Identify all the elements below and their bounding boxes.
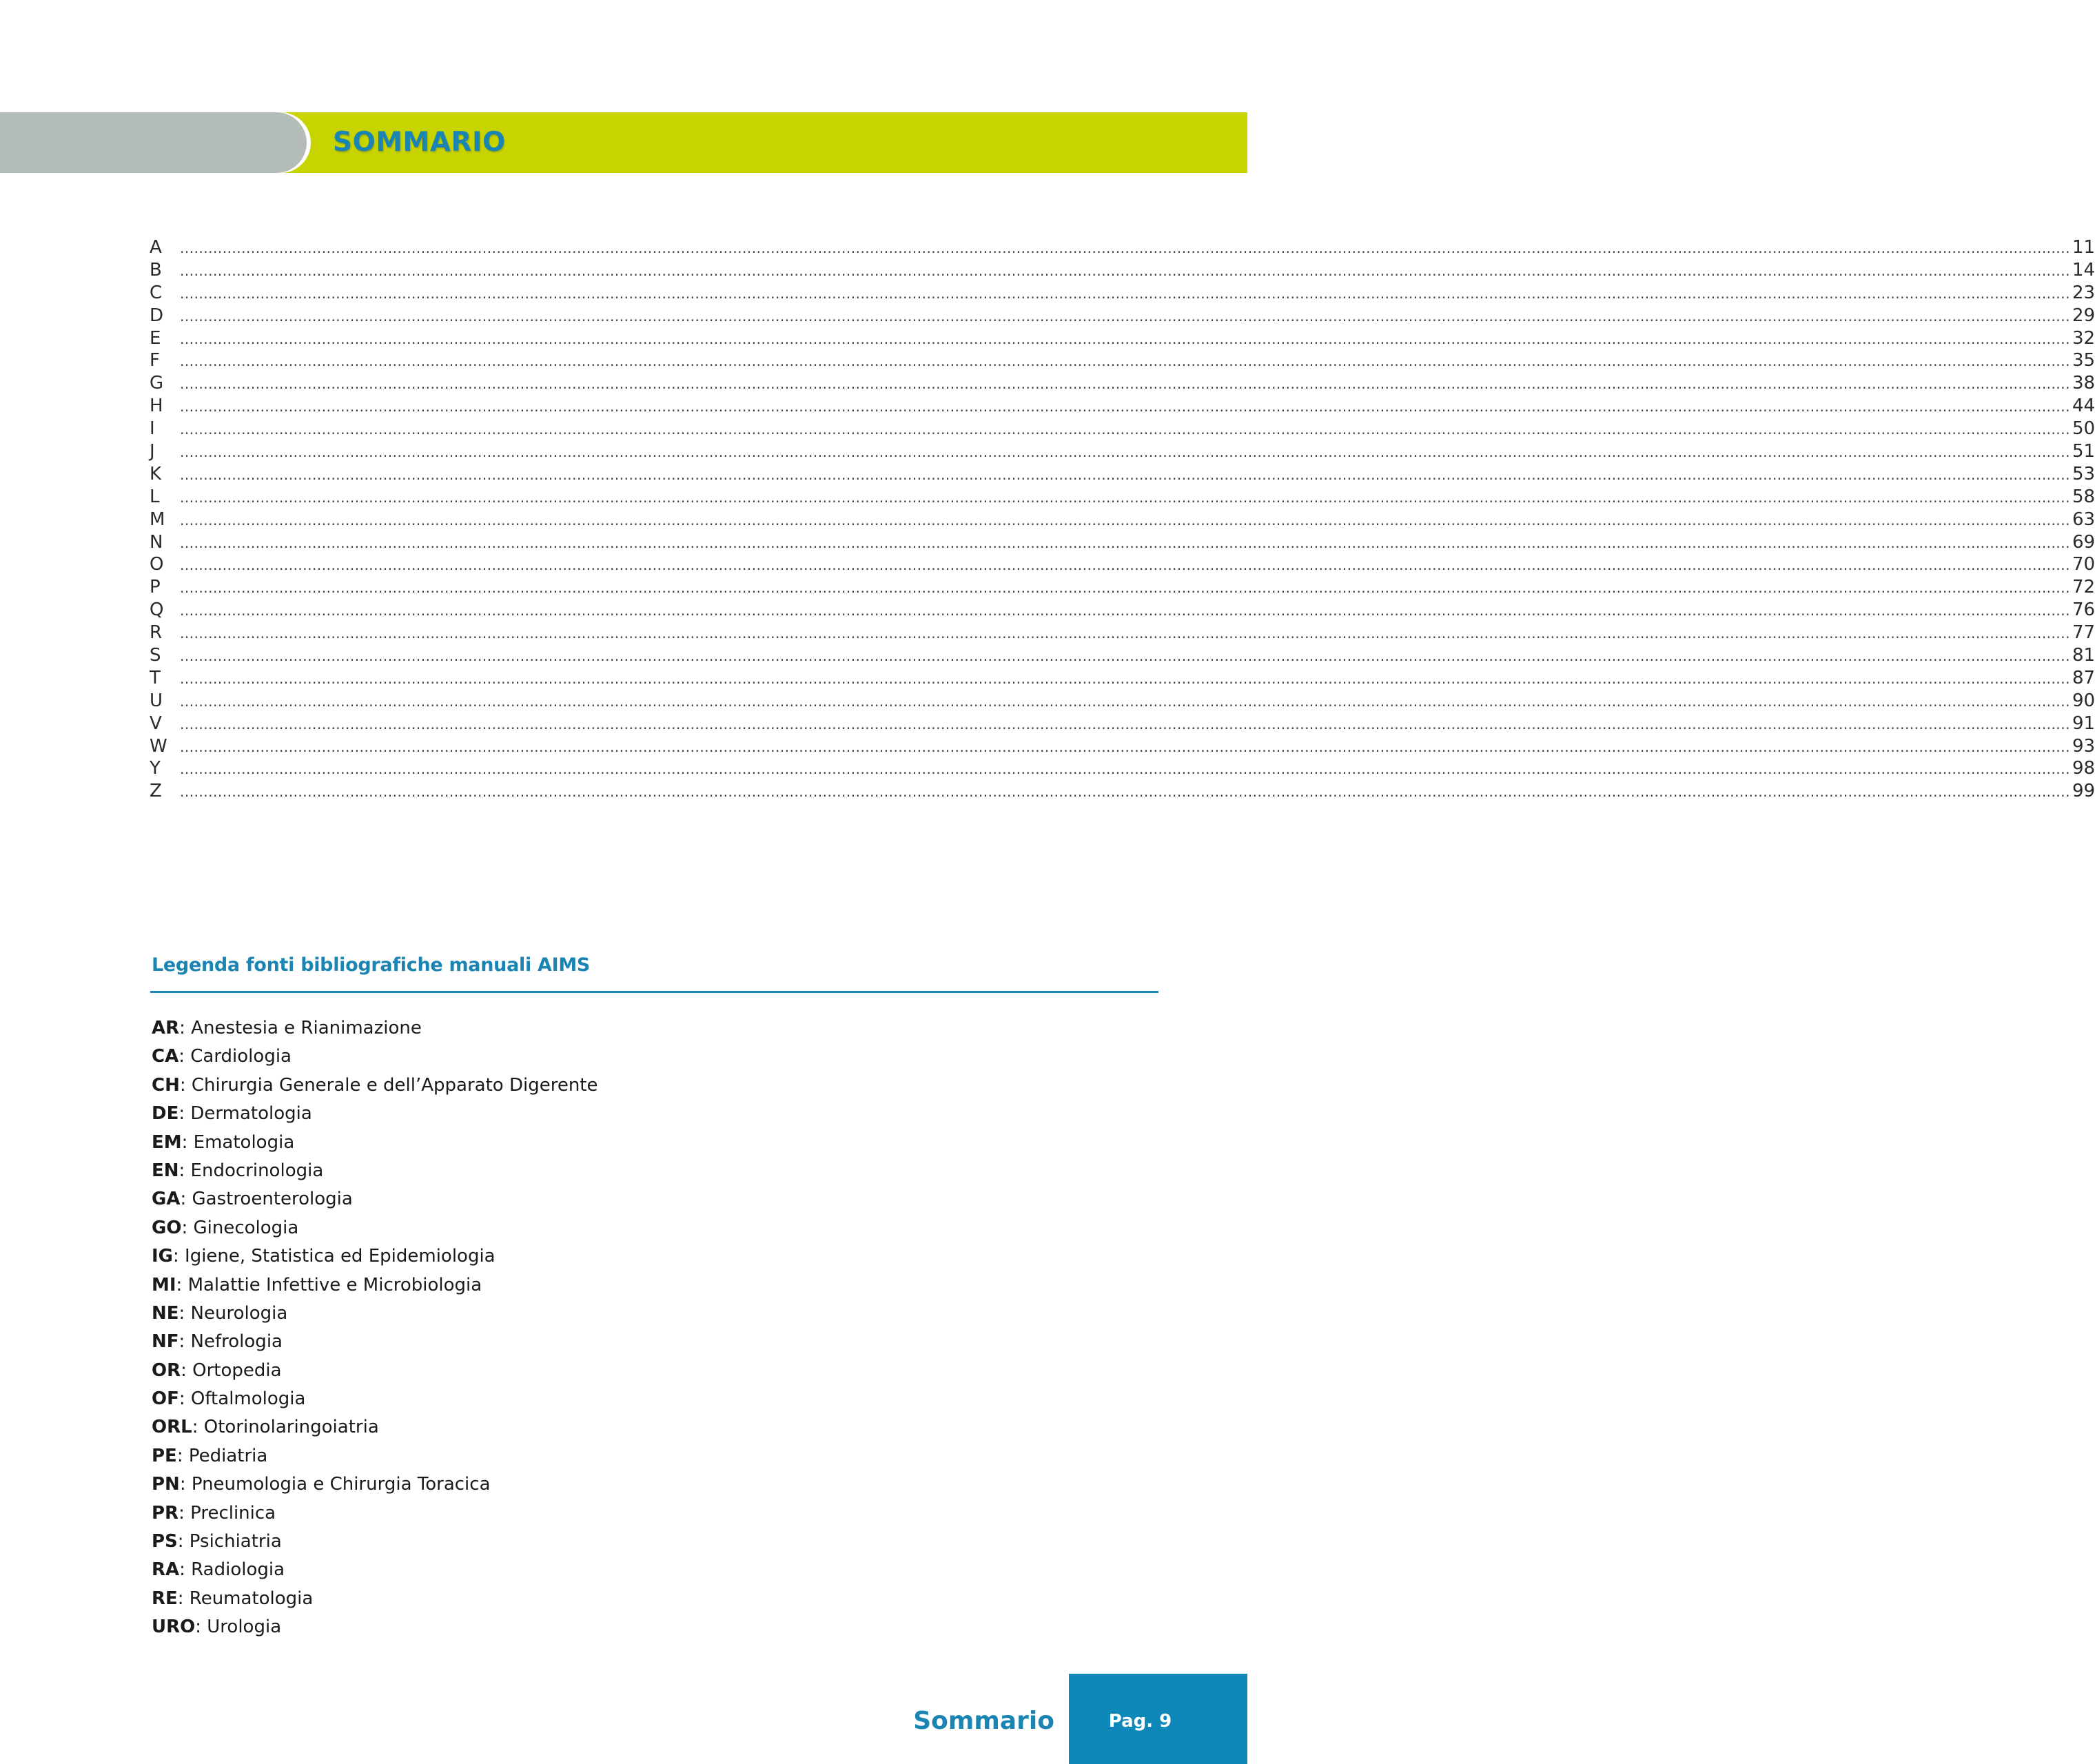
toc-entry[interactable] [150,418,2095,440]
legend-label: : Gastroenterologia [180,1189,353,1210]
toc-dot-leader: ................................................................................................................................................................................................................................................................................................................................................................................................................ [180,330,2070,347]
toc-page-number: 93 [2072,735,2095,757]
legend-item [152,1043,1116,1071]
legend-item [152,1385,1116,1413]
toc-dot-leader: ................................................................................................................................................................................................................................................................................................................................................................................................................ [180,262,2070,279]
legend-item [152,1585,1116,1613]
toc-entry[interactable] [150,599,2095,622]
legend-label: : Preclinica [178,1502,276,1524]
toc-entry[interactable] [150,690,2095,712]
toc-letter: R [150,622,163,644]
toc-dot-leader: ................................................................................................................................................................................................................................................................................................................................................................................................................ [180,783,2070,801]
toc-letter: Z [150,781,162,802]
legend-code: PR [152,1502,179,1524]
legend-code: OF [152,1388,179,1410]
toc-page-number: 77 [2072,622,2095,644]
toc-dot-leader: ................................................................................................................................................................................................................................................................................................................................................................................................................ [180,648,2070,665]
toc-dot-leader: ................................................................................................................................................................................................................................................................................................................................................................................................................ [180,444,2070,461]
legend-label: : Radiologia [179,1559,285,1581]
legend-code: CA [152,1046,179,1067]
legend-label: : Chirurgia Generale e dell’Apparato Digerente [179,1074,598,1096]
legend-divider [150,991,1158,993]
toc-page-number: 91 [2072,712,2095,734]
toc-page-number: 81 [2072,645,2095,666]
toc-page-number: 23 [2072,282,2095,303]
legend-label: : Ortopedia [181,1360,282,1381]
toc-page-number: 11 [2072,237,2095,258]
toc-entry[interactable] [150,531,2095,554]
toc-page-number: 50 [2072,418,2095,440]
legend-item [152,1014,1116,1043]
legend-code: AR [152,1018,180,1038]
legend-code: RA [152,1559,180,1581]
legend-label: : Pneumologia e Chirurgia Toracica [179,1474,491,1495]
toc-letter: B [150,259,162,280]
toc-dot-leader: ................................................................................................................................................................................................................................................................................................................................................................................................................ [180,421,2070,438]
toc-dot-leader: ................................................................................................................................................................................................................................................................................................................................................................................................................ [180,580,2070,597]
toc [150,236,2095,803]
legend-item [152,1185,1116,1213]
toc-dot-leader: ................................................................................................................................................................................................................................................................................................................................................................................................................ [180,625,2070,642]
legend-item [152,1157,1116,1185]
legend-code: URO [152,1617,196,1638]
legend-item [152,1357,1116,1385]
toc-letter: J [150,441,155,462]
toc-page-number: 76 [2072,599,2095,621]
toc-dot-leader: ................................................................................................................................................................................................................................................................................................................................................................................................................ [180,376,2070,393]
toc-entry[interactable] [150,395,2095,418]
toc-letter: U [150,690,163,711]
toc-dot-leader: ................................................................................................................................................................................................................................................................................................................................................................................................................ [180,534,2070,551]
toc-page-number: 29 [2072,305,2095,326]
legend-label: : Pediatria [176,1445,268,1466]
toc-entry[interactable] [150,372,2095,395]
legend-code: EM [152,1131,182,1153]
legend-code: OR [152,1360,181,1381]
legend-item [152,1613,1116,1641]
toc-page-number: 69 [2072,531,2095,553]
toc-entry[interactable] [150,712,2095,735]
toc-dot-leader: ................................................................................................................................................................................................................................................................................................................................................................................................................ [180,466,2070,483]
toc-letter: N [150,531,163,553]
toc-page-number: 98 [2072,758,2095,779]
toc-entry[interactable] [150,236,2095,259]
toc-letter: Q [150,599,164,621]
toc-dot-leader: ................................................................................................................................................................................................................................................................................................................................................................................................................ [180,307,2070,325]
toc-letter: K [150,463,162,484]
toc-entry[interactable] [150,622,2095,644]
legend-code: MI [152,1274,176,1295]
toc-page-number: 58 [2072,486,2095,507]
toc-letter: M [150,509,165,530]
toc-dot-leader: ................................................................................................................................................................................................................................................................................................................................................................................................................ [180,353,2070,370]
footer-page-number: Pag. 9 [1108,1711,1172,1732]
toc-page-number: 90 [2072,690,2095,711]
toc-entry[interactable] [150,644,2095,667]
toc-page-number: 63 [2072,509,2095,530]
toc-entry[interactable] [150,576,2095,599]
legend-code: DE [152,1103,179,1125]
toc-letter: F [150,350,160,371]
toc-letter: S [150,645,161,666]
toc-page-number: 44 [2072,396,2095,417]
toc-dot-leader: ................................................................................................................................................................................................................................................................................................................................................................................................................ [180,693,2070,710]
toc-letter: T [150,667,161,688]
legend-item [152,1129,1116,1157]
toc-dot-leader: ................................................................................................................................................................................................................................................................................................................................................................................................................ [180,761,2070,778]
toc-letter: A [150,237,162,258]
legend-code: PS [152,1531,178,1552]
legend-label: : Ginecologia [181,1217,299,1238]
legend-item [152,1442,1116,1470]
legend-item [152,1499,1116,1528]
legend-item [152,1271,1116,1300]
toc-dot-leader: ................................................................................................................................................................................................................................................................................................................................................................................................................ [180,285,2070,302]
toc-entry[interactable] [150,667,2095,690]
toc-page-number: 32 [2072,327,2095,349]
toc-entry[interactable] [150,780,2095,803]
toc-entry[interactable] [150,757,2095,780]
toc-letter: E [150,327,161,349]
toc-letter: I [150,418,155,440]
toc-entry[interactable] [150,327,2095,350]
legend-code: NF [152,1331,179,1353]
toc-letter: O [150,554,164,575]
legend-label: : Urologia [195,1617,282,1638]
toc-entry[interactable] [150,440,2095,463]
toc-page-number: 51 [2072,441,2095,462]
toc-page-number: 35 [2072,350,2095,371]
legend-label: : Malattie Infettive e Microbiologia [176,1274,482,1295]
legend-item [152,1556,1116,1584]
legend-label: : Nefrologia [178,1331,283,1353]
legend-item [152,1328,1116,1356]
toc-letter: W [150,735,167,757]
legend-code: RE [152,1588,178,1609]
toc-dot-leader: ................................................................................................................................................................................................................................................................................................................................................................................................................ [180,511,2070,529]
legend-code: PN [152,1474,180,1495]
legend-title: Legenda fonti bibliografiche manuali AIMS [152,954,591,976]
footer-section-label: Sommario [913,1707,1054,1735]
legend-label: : Cardiologia [178,1046,292,1067]
toc-page-number: 99 [2072,781,2095,802]
legend-list [152,1014,1116,1642]
legend-label: : Psichiatria [177,1531,282,1552]
legend-code: PE [152,1445,177,1466]
legend-label: : Dermatologia [178,1103,312,1125]
toc-entry[interactable] [150,282,2095,305]
toc-letter: D [150,305,164,326]
toc-page-number: 14 [2072,259,2095,280]
legend-item [152,1413,1116,1442]
toc-letter: Y [150,758,161,779]
legend-label: : Reumatologia [177,1588,314,1609]
toc-letter: P [150,577,161,598]
legend-label: : Ematologia [181,1131,295,1153]
toc-dot-leader: ................................................................................................................................................................................................................................................................................................................................................................................................................ [180,557,2070,574]
page-title: SOMMARIO [333,127,506,158]
legend-label: : Oftalmologia [178,1388,306,1410]
toc-entry[interactable] [150,735,2095,758]
toc-page-number: 70 [2072,554,2095,575]
legend-code: EN [152,1160,179,1181]
legend-label: : Neurologia [178,1302,288,1324]
legend-item [152,1300,1116,1328]
legend-item [152,1470,1116,1499]
legend-label: : Endocrinologia [178,1160,324,1181]
header-tab [0,112,307,173]
toc-letter: G [150,373,164,394]
toc-letter: C [150,282,163,303]
legend-item [152,1528,1116,1556]
toc-page-number: 72 [2072,577,2095,598]
toc-entry[interactable] [150,463,2095,486]
legend-item [152,1071,1116,1100]
toc-entry[interactable] [150,349,2095,372]
legend-code: ORL [152,1417,192,1438]
legend-code: CH [152,1074,180,1096]
legend-code: NE [152,1302,179,1324]
legend-code: GO [152,1217,182,1238]
toc-dot-leader: ................................................................................................................................................................................................................................................................................................................................................................................................................ [180,715,2070,732]
legend-code: GA [152,1189,181,1210]
legend-code: IG [152,1246,174,1267]
legend-label: : Igiene, Statistica ed Epidemiologia [173,1246,495,1267]
toc-entry[interactable] [150,305,2095,327]
toc-letter: V [150,712,162,734]
toc-page-number: 38 [2072,373,2095,394]
toc-dot-leader: ................................................................................................................................................................................................................................................................................................................................................................................................................ [180,738,2070,755]
legend-item [152,1242,1116,1271]
legend-label: : Otorinolaringoiatria [192,1417,379,1438]
toc-letter: L [150,486,160,507]
toc-entry[interactable] [150,553,2095,576]
legend-item [152,1100,1116,1128]
toc-dot-leader: ................................................................................................................................................................................................................................................................................................................................................................................................................ [180,489,2070,506]
toc-dot-leader: ................................................................................................................................................................................................................................................................................................................................................................................................................ [180,398,2070,416]
toc-entry[interactable] [150,509,2095,531]
toc-entry[interactable] [150,259,2095,282]
toc-dot-leader: ................................................................................................................................................................................................................................................................................................................................................................................................................ [180,602,2070,619]
toc-page-number: 87 [2072,667,2095,688]
toc-letter: H [150,396,163,417]
legend-item [152,1214,1116,1242]
toc-dot-leader: ................................................................................................................................................................................................................................................................................................................................................................................................................ [180,670,2070,687]
toc-dot-leader: ................................................................................................................................................................................................................................................................................................................................................................................................................ [180,240,2070,256]
legend-label: : Anestesia e Rianimazione [179,1018,422,1038]
toc-page-number: 53 [2072,463,2095,484]
toc-entry[interactable] [150,486,2095,509]
